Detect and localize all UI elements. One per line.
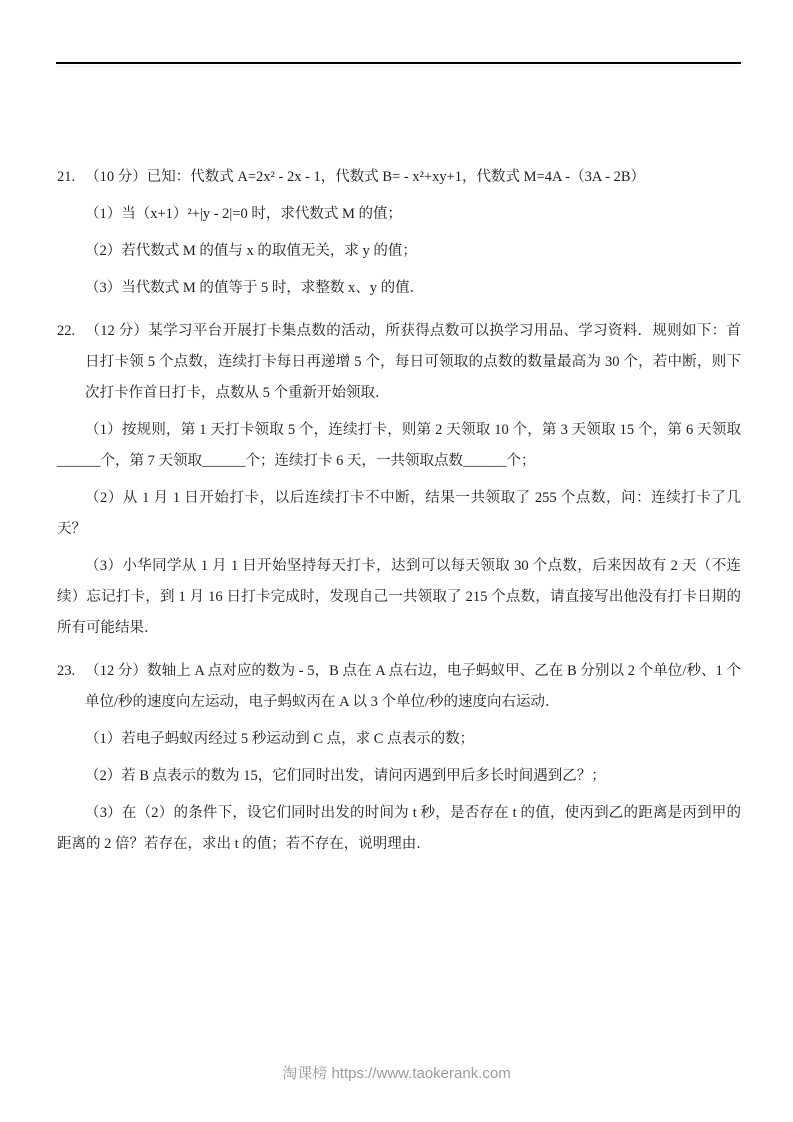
question-23-stem bbox=[57, 656, 741, 718]
header-rule-shadow bbox=[56, 66, 741, 67]
footer-site-text: 淘课榜 https://www.taokerank.com bbox=[282, 1065, 511, 1082]
question-21-part-1: （1）当（x+1）²+|y - 2|=0 时，求代数式 M 的值； bbox=[85, 206, 403, 222]
header-rule bbox=[56, 62, 741, 64]
question-23-stem-text: （12 分）数轴上 A 点对应的数为 - 5，B 点在 A 点右边，电子蚂蚁甲、乙在 B 分别以 2 个单位/秒、1 个单位/秒的速度向左运动，电子蚂蚁丙在 A 以 3 个单位/秒的速度向右运动． bbox=[85, 663, 741, 710]
question-21 bbox=[57, 162, 741, 304]
question-22-part-2: （2）从 1 月 1 日开始打卡，以后连续打卡不中断，结果一共领取了 255 个点数，问：连续打卡了几天？ bbox=[57, 490, 741, 537]
question-22-stem-text: （12 分）某学习平台开展打卡集点数的活动，所获得点数可以换学习用品、学习资料．规则如下：首日打卡领 5 个点数，连续打卡每日再递增 5 个，每日可领取的点数的数量最高为 30 个，若中断，则下次打卡作首日打卡，点数从 5 个重新开始领取． bbox=[85, 323, 741, 401]
question-23-number: 23. bbox=[57, 663, 76, 679]
exam-content bbox=[57, 162, 741, 872]
question-22-part-3: （3）小华同学从 1 月 1 日开始坚持每天打卡，达到可以每天领取 30 个点数，后来因故有 2 天（不连续）忘记打卡，到 1 月 16 日打卡完成时，发现自己一共领取了 215 个点数，请直接写出他没有打卡日期的所有可能结果． bbox=[57, 558, 741, 636]
question-21-part-3: （3）当代数式 M 的值等于 5 时，求整数 x、y 的值． bbox=[85, 280, 425, 296]
question-22 bbox=[57, 316, 741, 644]
question-23-part-3: （3）在（2）的条件下，设它们同时出发的时间为 t 秒，是否存在 t 的值，使丙到乙的距离是丙到甲的距离的 2 倍？若存在，求出 t 的值；若不存在，说明理由． bbox=[57, 805, 741, 852]
question-23-part-2: （2）若 B 点表示的数为 15，它们同时出发，请问丙遇到甲后多长时间遇到乙？； bbox=[85, 768, 606, 784]
question-23 bbox=[57, 656, 741, 860]
question-21-stem bbox=[57, 162, 741, 193]
footer bbox=[0, 1062, 793, 1083]
question-22-stem bbox=[57, 316, 741, 409]
question-21-stem-text: （10 分）已知：代数式 A=2x² - 2x - 1，代数式 B= - x²+xy+1，代数式 M=4A -（3A - 2B） bbox=[85, 169, 646, 185]
question-22-part-1: （1）按规则，第 1 天打卡领取 5 个，连续打卡，则第 2 天领取 10 个，第 3 天领取 15 个，第 6 天领取______个，第 7 天领取______个；连续打卡 6 天，一共领取点数______个； bbox=[57, 422, 741, 469]
question-21-number: 21. bbox=[57, 169, 76, 185]
question-22-number: 22. bbox=[57, 323, 76, 339]
question-21-part-2: （2）若代数式 M 的值与 x 的取值无关，求 y 的值； bbox=[85, 243, 417, 259]
question-23-part-1: （1）若电子蚂蚁丙经过 5 秒运动到 C 点，求 C 点表示的数； bbox=[85, 731, 475, 747]
